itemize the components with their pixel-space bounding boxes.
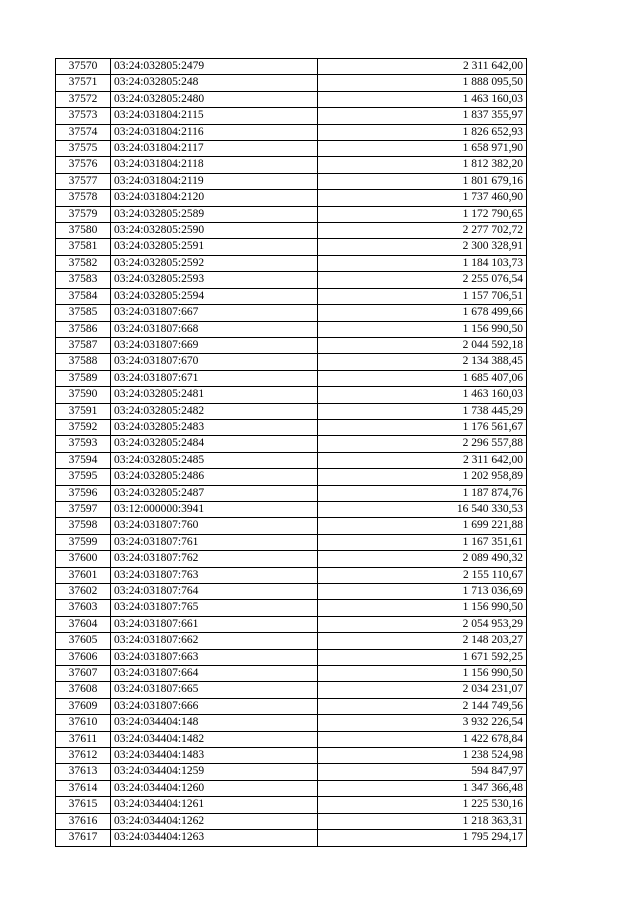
table-row [56,698,527,714]
table-row [56,173,527,189]
cadastral-value-cell: 2 311 642,00 [318,59,527,75]
table-row [56,830,527,846]
cadastral-number-cell: 03:24:031807:762 [111,551,318,567]
row-number-cell: 37589 [56,370,111,386]
cadastral-value-cell: 1 167 351,61 [318,534,527,550]
cadastral-number-cell: 03:24:031807:665 [111,682,318,698]
cadastral-number-cell: 03:24:031807:763 [111,567,318,583]
document-page [55,58,526,847]
cadastral-number-cell: 03:24:032805:2486 [111,469,318,485]
cadastral-value-cell: 1 238 524,98 [318,748,527,764]
cadastral-number-cell: 03:24:031807:661 [111,616,318,632]
row-number-cell: 37609 [56,698,111,714]
row-number-cell: 37575 [56,141,111,157]
row-number-cell: 37601 [56,567,111,583]
table-row [56,715,527,731]
cadastral-number-cell: 03:24:031807:671 [111,370,318,386]
row-number-cell: 37599 [56,534,111,550]
cadastral-number-cell: 03:24:032805:2594 [111,288,318,304]
cadastral-number-cell: 03:24:034404:1483 [111,748,318,764]
table-row [56,75,527,91]
cadastral-number-cell: 03:24:031807:765 [111,600,318,616]
cadastral-value-cell: 2 089 490,32 [318,551,527,567]
cadastral-number-cell: 03:24:032805:2589 [111,206,318,222]
cadastral-value-cell: 1 685 407,06 [318,370,527,386]
cadastral-number-cell: 03:24:031807:668 [111,321,318,337]
cadastral-number-cell: 03:24:031804:2119 [111,173,318,189]
row-number-cell: 37610 [56,715,111,731]
table-row [56,436,527,452]
cadastral-value-cell: 1 671 592,25 [318,649,527,665]
cadastral-value-cell: 1 738 445,29 [318,403,527,419]
row-number-cell: 37591 [56,403,111,419]
cadastral-number-cell: 03:24:031804:2116 [111,124,318,140]
cadastral-value-cell: 2 277 702,72 [318,223,527,239]
cadastral-number-cell: 03:24:031804:2118 [111,157,318,173]
table-row [56,239,527,255]
table-row [56,813,527,829]
table-row [56,387,527,403]
table-row [56,600,527,616]
cadastral-value-cell: 1 812 382,20 [318,157,527,173]
table-row [56,551,527,567]
table-row [56,616,527,632]
row-number-cell: 37602 [56,584,111,600]
row-number-cell: 37596 [56,485,111,501]
table-row [56,731,527,747]
cadastral-value-cell: 2 134 388,45 [318,354,527,370]
row-number-cell: 37587 [56,337,111,353]
cadastral-number-cell: 03:24:032805:2484 [111,436,318,452]
cadastral-value-cell: 2 054 953,29 [318,616,527,632]
row-number-cell: 37598 [56,518,111,534]
cadastral-number-cell: 03:24:032805:2591 [111,239,318,255]
table-row [56,59,527,75]
row-number-cell: 37615 [56,797,111,813]
cadastral-value-cell: 1 737 460,90 [318,190,527,206]
table-row [56,190,527,206]
cadastral-number-cell: 03:24:032805:2483 [111,419,318,435]
row-number-cell: 37588 [56,354,111,370]
cadastral-value-cell: 2 155 110,67 [318,567,527,583]
row-number-cell: 37611 [56,731,111,747]
cadastral-number-cell: 03:24:031807:666 [111,698,318,714]
table-row [56,649,527,665]
cadastral-value-cell: 1 837 355,97 [318,108,527,124]
row-number-cell: 37594 [56,452,111,468]
cadastral-number-cell: 03:24:034404:148 [111,715,318,731]
row-number-cell: 37571 [56,75,111,91]
table-row [56,354,527,370]
table-row [56,748,527,764]
row-number-cell: 37595 [56,469,111,485]
cadastral-number-cell: 03:24:031804:2117 [111,141,318,157]
cadastral-value-cell: 2 034 231,07 [318,682,527,698]
cadastral-value-cell: 1 713 036,69 [318,584,527,600]
cadastral-number-cell: 03:24:031807:663 [111,649,318,665]
cadastral-value-cell: 1 157 706,51 [318,288,527,304]
row-number-cell: 37612 [56,748,111,764]
row-number-cell: 37616 [56,813,111,829]
row-number-cell: 37572 [56,91,111,107]
cadastral-value-cell: 1 826 652,93 [318,124,527,140]
table-row [56,633,527,649]
table-row [56,567,527,583]
table-row [56,452,527,468]
table-row [56,518,527,534]
table-row [56,584,527,600]
table-row [56,419,527,435]
row-number-cell: 37607 [56,666,111,682]
table-row [56,272,527,288]
cadastral-number-cell: 03:24:031807:764 [111,584,318,600]
table-row [56,288,527,304]
row-number-cell: 37586 [56,321,111,337]
table-row [56,501,527,517]
cadastral-value-cell: 1 678 499,66 [318,305,527,321]
table-row [56,206,527,222]
row-number-cell: 37577 [56,173,111,189]
table-row [56,223,527,239]
cadastral-number-cell: 03:24:034404:1482 [111,731,318,747]
row-number-cell: 37578 [56,190,111,206]
cadastral-value-cell: 2 144 749,56 [318,698,527,714]
table-row [56,485,527,501]
cadastral-number-cell: 03:24:031804:2120 [111,190,318,206]
table-row [56,403,527,419]
row-number-cell: 37592 [56,419,111,435]
cadastral-value-cell: 1 172 790,65 [318,206,527,222]
row-number-cell: 37576 [56,157,111,173]
row-number-cell: 37590 [56,387,111,403]
cadastral-value-cell: 1 888 095,50 [318,75,527,91]
cadastral-value-cell: 16 540 330,53 [318,501,527,517]
cadastral-number-cell: 03:24:031807:761 [111,534,318,550]
table-row [56,780,527,796]
cadastral-value-cell: 594 847,97 [318,764,527,780]
cadastral-number-cell: 03:24:031807:667 [111,305,318,321]
cadastral-value-cell: 1 156 990,50 [318,666,527,682]
row-number-cell: 37583 [56,272,111,288]
row-number-cell: 37573 [56,108,111,124]
cadastral-number-cell: 03:24:034404:1259 [111,764,318,780]
table-row [56,321,527,337]
table-row [56,124,527,140]
cadastral-value-cell: 1 218 363,31 [318,813,527,829]
row-number-cell: 37614 [56,780,111,796]
cadastral-value-cell: 1 187 874,76 [318,485,527,501]
row-number-cell: 37593 [56,436,111,452]
cadastral-number-cell: 03:24:031807:662 [111,633,318,649]
table-body [56,59,527,847]
cadastral-number-cell: 03:24:034404:1262 [111,813,318,829]
table-row [56,305,527,321]
row-number-cell: 37608 [56,682,111,698]
cadastral-number-cell: 03:24:032805:248 [111,75,318,91]
cadastral-value-cell: 2 296 557,88 [318,436,527,452]
cadastral-value-cell: 2 148 203,27 [318,633,527,649]
cadastral-value-cell: 2 311 642,00 [318,452,527,468]
table-row [56,666,527,682]
table-row [56,370,527,386]
cadastral-value-cell: 1 176 561,67 [318,419,527,435]
cadastral-value-cell: 1 347 366,48 [318,780,527,796]
cadastral-number-cell: 03:24:032805:2481 [111,387,318,403]
row-number-cell: 37570 [56,59,111,75]
table-row [56,797,527,813]
cadastral-number-cell: 03:24:032805:2480 [111,91,318,107]
row-number-cell: 37580 [56,223,111,239]
row-number-cell: 37579 [56,206,111,222]
cadastral-number-cell: 03:24:032805:2482 [111,403,318,419]
table-row [56,682,527,698]
cadastral-value-cell: 3 932 226,54 [318,715,527,731]
cadastral-value-cell: 1 202 958,89 [318,469,527,485]
cadastral-value-cell: 1 463 160,03 [318,91,527,107]
row-number-cell: 37613 [56,764,111,780]
cadastral-number-cell: 03:24:032805:2593 [111,272,318,288]
cadastral-value-cell: 1 156 990,50 [318,600,527,616]
cadastral-number-cell: 03:24:031807:669 [111,337,318,353]
table-row [56,469,527,485]
cadastral-number-cell: 03:24:032805:2479 [111,59,318,75]
cadastral-number-cell: 03:24:032805:2590 [111,223,318,239]
row-number-cell: 37606 [56,649,111,665]
row-number-cell: 37600 [56,551,111,567]
cadastral-number-cell: 03:24:032805:2485 [111,452,318,468]
row-number-cell: 37605 [56,633,111,649]
table-row [56,764,527,780]
cadastral-number-cell: 03:24:034404:1261 [111,797,318,813]
cadastral-number-cell: 03:24:032805:2592 [111,255,318,271]
table-row [56,255,527,271]
row-number-cell: 37582 [56,255,111,271]
table-row [56,141,527,157]
cadastral-number-cell: 03:24:032805:2487 [111,485,318,501]
table-row [56,337,527,353]
cadastral-number-cell: 03:24:031807:670 [111,354,318,370]
table-row [56,108,527,124]
row-number-cell: 37603 [56,600,111,616]
table-row [56,91,527,107]
cadastral-value-cell: 1 156 990,50 [318,321,527,337]
row-number-cell: 37581 [56,239,111,255]
cadastral-number-cell: 03:24:034404:1263 [111,830,318,846]
row-number-cell: 37597 [56,501,111,517]
cadastral-value-cell: 1 699 221,88 [318,518,527,534]
table-row [56,534,527,550]
cadastral-value-cell: 2 044 592,18 [318,337,527,353]
row-number-cell: 37604 [56,616,111,632]
table-row [56,157,527,173]
cadastral-value-cell: 1 801 679,16 [318,173,527,189]
cadastral-value-cell: 2 255 076,54 [318,272,527,288]
cadastral-value-cell: 1 422 678,84 [318,731,527,747]
cadastral-value-cell: 1 225 530,16 [318,797,527,813]
cadastral-value-cell: 1 184 103,73 [318,255,527,271]
cadastral-value-cell: 1 795 294,17 [318,830,527,846]
row-number-cell: 37585 [56,305,111,321]
cadastral-value-cell: 1 658 971,90 [318,141,527,157]
cadastral-number-cell: 03:24:031807:760 [111,518,318,534]
cadastral-number-cell: 03:12:000000:3941 [111,501,318,517]
cadastral-value-table [55,58,527,847]
cadastral-number-cell: 03:24:031807:664 [111,666,318,682]
cadastral-number-cell: 03:24:031804:2115 [111,108,318,124]
row-number-cell: 37617 [56,830,111,846]
cadastral-value-cell: 2 300 328,91 [318,239,527,255]
row-number-cell: 37574 [56,124,111,140]
cadastral-number-cell: 03:24:034404:1260 [111,780,318,796]
cadastral-value-cell: 1 463 160,03 [318,387,527,403]
row-number-cell: 37584 [56,288,111,304]
